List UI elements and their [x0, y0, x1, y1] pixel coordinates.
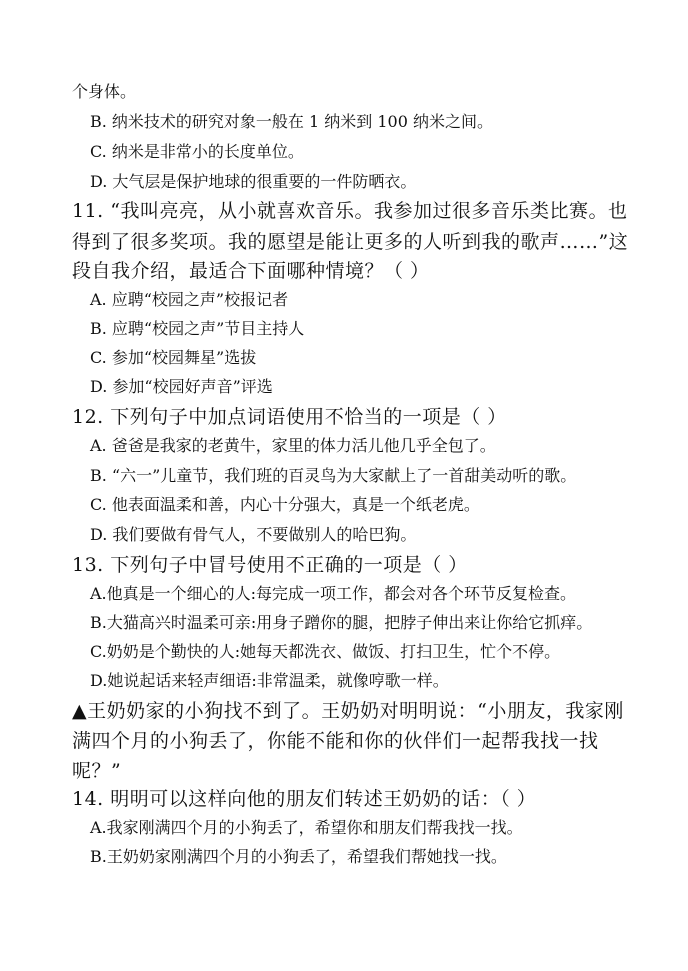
q11-stem-line1: 11. “我叫亮亮，从小就喜欢音乐。我参加过很多音乐类比赛。也	[72, 200, 628, 222]
q13-option-c: C.奶奶是个勤快的人:她每天都洗衣、做饭、打扫卫生，忙个不停。	[90, 642, 561, 661]
passage-line3: 呢？”	[72, 760, 122, 782]
q13-option-d: D.她说起话来轻声细语:非常温柔，就像哼歌一样。	[90, 671, 449, 690]
q11-stem-line3: 段自我介绍，最适合下面哪种情境？（ ）	[72, 260, 430, 282]
passage-line1: ▲王奶奶家的小狗找不到了。王奶奶对明明说：“小朋友，我家刚	[72, 700, 624, 722]
prev-question-continuation: 个身体。	[72, 82, 137, 101]
q13-option-b: B.大猫高兴时温柔可亲:用身子蹭你的腿，把脖子伸出来让你给它抓痒。	[90, 613, 593, 632]
q11-option-d: D. 参加“校园好声音”评选	[90, 377, 273, 396]
q13-stem: 13. 下列句子中冒号使用不正确的一项是（ ）	[72, 554, 468, 576]
q11-option-b: B. 应聘“校园之声”节目主持人	[90, 319, 305, 338]
q12-option-b: B. “六一”儿童节，我们班的百灵鸟为大家献上了一首甜美动听的歌。	[90, 466, 577, 485]
q12-stem: 12. 下列句子中加点词语使用不恰当的一项是（ ）	[72, 406, 507, 428]
q14-option-a: A.我家刚满四个月的小狗丢了，希望你和朋友们帮我找一找。	[90, 818, 523, 837]
q12-option-a: A. 爸爸是我家的老黄牛，家里的体力活儿他几乎全包了。	[90, 436, 496, 455]
q12-option-d: D. 我们要做有骨气人，不要做别人的哈巴狗。	[90, 525, 417, 544]
prev-option-d: D. 大气层是保护地球的很重要的一件防晒衣。	[90, 172, 417, 191]
q11-stem-line2: 得到了很多奖项。我的愿望是能让更多的人听到我的歌声……”这	[72, 231, 629, 253]
passage-line2: 满四个月的小狗丢了，你能不能和你的伙伴们一起帮我找一找	[72, 730, 599, 752]
q12-option-c: C. 他表面温柔和善，内心十分强大，真是一个纸老虎。	[90, 495, 480, 514]
q14-option-b: B.王奶奶家刚满四个月的小狗丢了，希望我们帮她找一找。	[90, 847, 507, 866]
q14-stem: 14. 明明可以这样向他的朋友们转述王奶奶的话：（ ）	[72, 788, 537, 810]
q11-option-c: C. 参加“校园舞星”选拔	[90, 348, 257, 367]
q13-option-a: A.他真是一个细心的人:每完成一项工作，都会对各个环节反复检查。	[90, 584, 577, 603]
prev-option-c: C. 纳米是非常小的长度单位。	[90, 142, 304, 161]
prev-option-b: B. 纳米技术的研究对象一般在 1 纳米到 100 纳米之间。	[90, 112, 493, 131]
q11-option-a: A. 应聘“校园之声”校报记者	[90, 290, 289, 309]
